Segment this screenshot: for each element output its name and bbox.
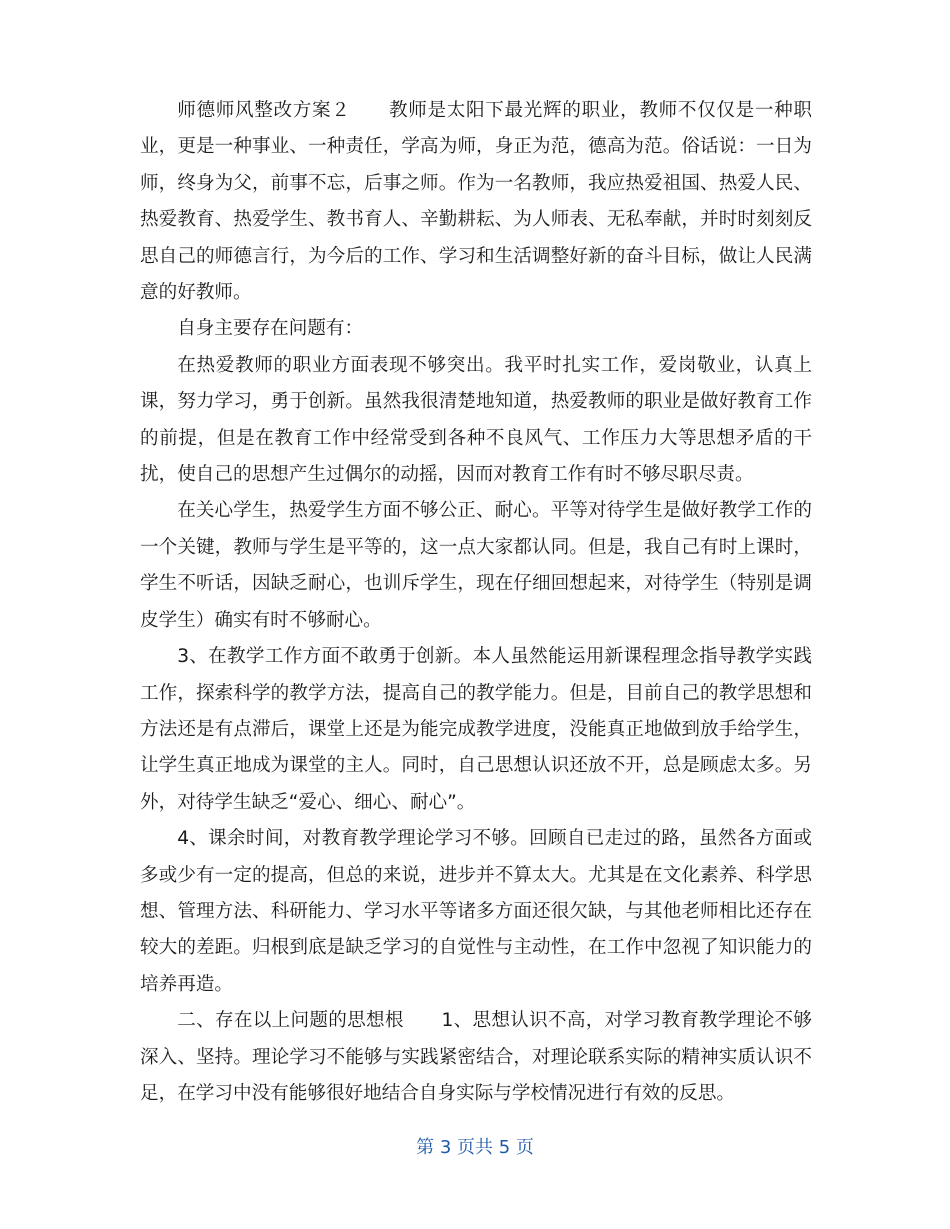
paragraph-problems-heading: 自身主要存在问题有： <box>177 318 364 340</box>
paragraph-intro: 师德师风整改方案２ 教师是太阳下最光辉的职业，教师不仅仅是一种职业，更是一种事业、一种责任，学高为师，身正为范，德高为范。俗话说：一日为师，终身为父，前事不忘，后事之师。作为一名教师，我应热爱祖国、热爱人民、热爱教育、热爱学生、教书育人、辛勤耕耘、为人师表、无私奉献，并时时刻刻反思自己的师德言行，为今后的工作、学习和生活调整好新的奋斗目标，做让人民满意的好教师。 <box>140 100 812 304</box>
document-body <box>140 93 812 1112</box>
paragraph-problem-4: 4、课余时间，对教育教学理论学习不够。回顾自已走过的路，虽然各方面或多或少有一定的提高，但总的来说，进步并不算太大。尤其是在文化素养、科学思想、管理方法、科研能力、学习水平等诸多方面还很欠缺，与其他老师相比还存在较大的差距。归根到底是缺乏学习的自觉性与主动性，在工作中忽视了知识能力的培养再造。 <box>140 828 812 995</box>
paragraph-problem-3: 3、在教学工作方面不敢勇于创新。本人虽然能运用新课程理念指导教学实践工作，探索科学的教学方法，提高自己的教学能力。但是，目前自己的教学思想和方法还是有点滞后，课堂上还是为能完成教学进度，没能真正地做到放手给学生，让学生真正地成为课堂的主人。同时，自己思想认识还放不开，总是顾虑太多。另外，对待学生缺乏“爱心、细心、耐心”。 <box>140 646 812 813</box>
paragraph-root-causes: 二、存在以上问题的思想根 1、思想认识不高，对学习教育教学理论不够深入、坚持。理论学习不能够与实践紧密结合，对理论联系实际的精神实质认识不足，在学习中没有能够很好地结合自身实际与学校情况进行有效的反思。 <box>140 1010 812 1104</box>
page-number-footer: 第 3 页共 5 页 <box>416 1137 534 1158</box>
paragraph-problem-2: 在关心学生，热爱学生方面不够公正、耐心。平等对待学生是做好教学工作的一个关键，教师与学生是平等的，这一点大家都认同。但是，我自己有时上课时，学生不听话，因缺乏耐心，也训斥学生，现在仔细回想起来，对待学生（特别是调皮学生）确实有时不够耐心。 <box>140 500 812 631</box>
paragraph-problem-1: 在热爱教师的职业方面表现不够突出。我平时扎实工作，爱岗敬业，认真上课，努力学习，勇于创新。虽然我很清楚地知道，热爱教师的职业是做好教育工作的前提，但是在教育工作中经常受到各种不良风气、工作压力大等思想矛盾的干扰，使自己的思想产生过偶尔的动摇，因而对教育工作有时不够尽职尽责。 <box>140 354 812 486</box>
